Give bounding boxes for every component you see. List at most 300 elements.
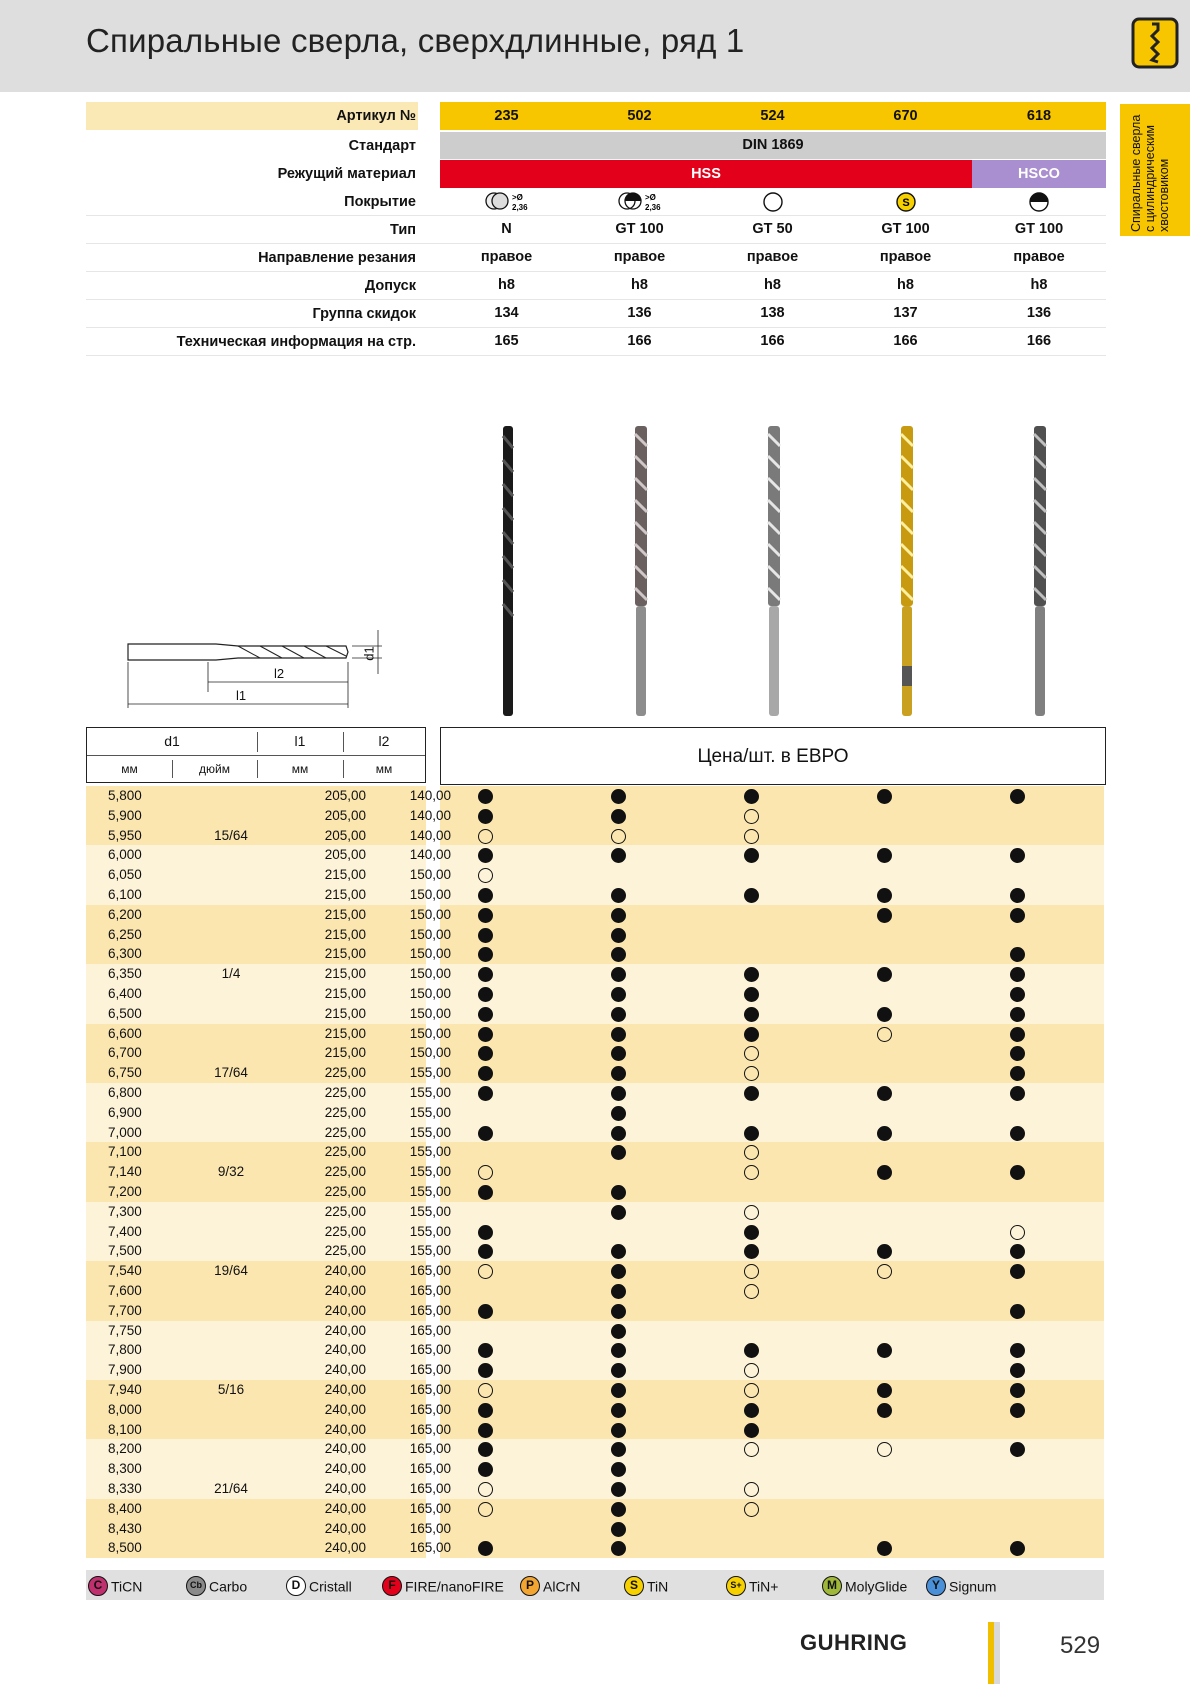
drill-dimension-diagram: [120, 620, 400, 720]
on-request-dot-icon: [1010, 1225, 1025, 1240]
available-dot-icon: [611, 1324, 626, 1339]
cell-d1-inch: 5/16: [217, 1382, 245, 1397]
legend-item: [822, 1575, 907, 1595]
type-618: GT 100: [1014, 221, 1064, 237]
table-row: [86, 1340, 1106, 1360]
available-dot-icon: [1010, 848, 1025, 863]
cell-d1-mm: 6,900: [108, 1104, 142, 1120]
cell-l1: 240,00: [324, 1421, 366, 1437]
col-l1: l1: [294, 733, 306, 749]
sub-l2-mm: мм: [375, 762, 393, 776]
tech-page-235: 165: [494, 333, 519, 349]
cell-d1-mm: 7,100: [108, 1144, 142, 1160]
on-request-dot-icon: [744, 1502, 759, 1517]
cell-l2: 150,00: [409, 887, 451, 902]
cell-l2: 165,00: [409, 1500, 451, 1516]
available-dot-icon: [611, 1423, 626, 1438]
available-dot-icon: [1010, 1383, 1025, 1398]
available-dot-icon: [1010, 1046, 1025, 1061]
legend-item: [726, 1575, 778, 1595]
cell-d1-mm: 6,050: [108, 867, 142, 883]
available-dot-icon: [611, 1007, 626, 1022]
tolerance-618: h8: [1030, 277, 1048, 293]
cell-d1-mm: 6,500: [108, 1005, 142, 1021]
row-discount: [86, 300, 1106, 328]
row-coating: [86, 188, 1106, 216]
cell-d1-mm: 7,200: [108, 1184, 142, 1199]
available-dot-icon: [611, 1185, 626, 1200]
cell-d1-mm: 7,700: [108, 1302, 142, 1318]
table-row: [86, 1222, 1106, 1242]
cell-d1-mm: 8,100: [108, 1421, 142, 1437]
on-request-dot-icon: [478, 1165, 493, 1180]
cell-l2: 165,00: [409, 1382, 451, 1397]
coating-badge-icon: Y: [926, 1576, 946, 1596]
cell-d1-inch: 19/64: [214, 1263, 248, 1279]
available-dot-icon: [1010, 1403, 1025, 1418]
available-dot-icon: [1010, 1264, 1025, 1279]
table-row: [86, 984, 1106, 1004]
cell-d1-mm: 6,200: [108, 906, 142, 922]
on-request-dot-icon: [478, 868, 493, 883]
page-title: Спиральные сверла, сверхдлинные, ряд 1: [86, 22, 745, 59]
label-direction: Направление резания: [258, 250, 416, 266]
coating-badge-icon: M: [822, 1576, 842, 1596]
available-dot-icon: [611, 1482, 626, 1497]
on-request-dot-icon: [744, 1046, 759, 1061]
tech-page-618: 166: [1026, 333, 1052, 349]
sub-inch: дюйм: [199, 762, 230, 776]
available-dot-icon: [611, 1502, 626, 1517]
available-dot-icon: [877, 1541, 892, 1556]
coating-icon-502: [617, 191, 667, 215]
cell-d1-mm: 6,800: [108, 1085, 142, 1100]
table-row: [86, 1103, 1106, 1123]
drill-image-618: [1028, 426, 1052, 716]
available-dot-icon: [744, 1086, 759, 1101]
available-dot-icon: [611, 1541, 626, 1556]
price-title: Цена/шт. в ЕВРО: [697, 746, 849, 767]
cell-l2: 155,00: [409, 1085, 451, 1100]
type-235: N: [501, 221, 512, 237]
type-524: GT 50: [752, 221, 793, 237]
svg-text:>Ø: >Ø: [645, 193, 656, 202]
cell-d1-mm: 7,540: [108, 1263, 142, 1279]
brand-logo: GUHRING: [800, 1630, 908, 1655]
article-618: 618: [1026, 108, 1052, 124]
table-row: [86, 1024, 1106, 1044]
table-row: [86, 1499, 1106, 1519]
on-request-dot-icon: [478, 1482, 493, 1497]
cell-l1: 225,00: [324, 1223, 366, 1239]
available-dot-icon: [478, 1304, 493, 1319]
available-dot-icon: [1010, 967, 1025, 982]
table-row: [86, 1123, 1106, 1143]
cell-d1-inch: 9/32: [217, 1164, 245, 1180]
available-dot-icon: [877, 908, 892, 923]
on-request-dot-icon: [478, 1264, 493, 1279]
available-dot-icon: [744, 1423, 759, 1438]
legend-label: Carbo: [209, 1578, 248, 1595]
on-request-dot-icon: [744, 1482, 759, 1497]
available-dot-icon: [877, 1086, 892, 1101]
table-row: [86, 905, 1106, 925]
discount-502: 136: [627, 305, 652, 321]
dim-label-l1: l1: [236, 688, 247, 703]
cell-l1: 215,00: [324, 946, 366, 962]
cell-d1-mm: 8,430: [108, 1520, 142, 1536]
table-row: [86, 925, 1106, 945]
cell-l2: 155,00: [409, 1124, 451, 1140]
available-dot-icon: [744, 789, 759, 804]
available-dot-icon: [478, 809, 493, 824]
table-row: [86, 1083, 1106, 1103]
available-dot-icon: [611, 1046, 626, 1061]
col-l2: l2: [378, 733, 390, 749]
cell-l1: 240,00: [324, 1481, 366, 1496]
article-235: 235: [494, 108, 519, 124]
cell-l1: 215,00: [324, 867, 366, 883]
available-dot-icon: [611, 1086, 626, 1101]
available-dot-icon: [744, 1027, 759, 1042]
cell-l1: 240,00: [324, 1283, 366, 1298]
available-dot-icon: [611, 1205, 626, 1220]
legend-item: [926, 1575, 996, 1595]
available-dot-icon: [877, 1126, 892, 1141]
tolerance-670: h8: [897, 277, 914, 293]
available-dot-icon: [478, 987, 493, 1002]
on-request-dot-icon: [744, 1363, 759, 1378]
cell-l1: 225,00: [324, 1164, 366, 1180]
on-request-dot-icon: [744, 829, 759, 844]
cell-d1-mm: 6,750: [108, 1065, 142, 1081]
article-502: 502: [627, 108, 652, 124]
cell-l2: 150,00: [409, 986, 451, 1001]
legend-item: [88, 1575, 142, 1595]
drill-image-670: [895, 426, 919, 716]
cell-l1: 205,00: [324, 807, 366, 823]
cell-d1-mm: 5,900: [108, 807, 142, 823]
legend-label: TiCN: [111, 1578, 143, 1595]
cell-d1-mm: 8,500: [108, 1540, 142, 1556]
cell-l2: 155,00: [409, 1144, 451, 1160]
available-dot-icon: [1010, 1363, 1025, 1378]
available-dot-icon: [611, 928, 626, 943]
available-dot-icon: [877, 789, 892, 804]
dimension-header: [86, 727, 426, 783]
type-502: GT 100: [615, 221, 664, 237]
cell-l1: 225,00: [324, 1065, 366, 1081]
cell-l2: 155,00: [409, 1243, 451, 1259]
cell-l2: 150,00: [409, 867, 451, 883]
available-dot-icon: [478, 1185, 493, 1200]
coating-icon-618: [1028, 191, 1050, 213]
cell-l1: 240,00: [324, 1441, 366, 1457]
direction-235: правое: [480, 249, 533, 265]
table-row: [86, 786, 1106, 806]
available-dot-icon: [478, 1027, 493, 1042]
cell-l1: 240,00: [324, 1322, 366, 1338]
side-tab-label: Спиральные сверла с цилиндрическим хвостовиком: [1129, 114, 1171, 232]
on-request-dot-icon: [877, 1264, 892, 1279]
cell-l1: 215,00: [324, 1045, 366, 1061]
row-tech-page: [86, 328, 1106, 356]
tech-page-502: 166: [627, 333, 652, 349]
label-coating: Покрытие: [344, 194, 416, 210]
col-d1: d1: [164, 733, 180, 749]
coating-badge-icon: P: [520, 1576, 540, 1596]
available-dot-icon: [744, 1343, 759, 1358]
available-dot-icon: [1010, 1343, 1025, 1358]
cell-l2: 155,00: [409, 1203, 451, 1219]
cell-l2: 165,00: [409, 1362, 451, 1378]
available-dot-icon: [478, 888, 493, 903]
table-row: [86, 826, 1106, 846]
available-dot-icon: [877, 1165, 892, 1180]
table-row: [86, 1439, 1106, 1459]
cell-l2: 140,00: [409, 847, 451, 863]
cell-d1-mm: 7,500: [108, 1243, 142, 1259]
table-row: [86, 1241, 1106, 1261]
available-dot-icon: [744, 1007, 759, 1022]
on-request-dot-icon: [744, 1066, 759, 1081]
footer-gray-bar: [994, 1622, 1000, 1684]
cell-d1-mm: 7,600: [108, 1283, 142, 1298]
available-dot-icon: [611, 1126, 626, 1141]
available-dot-icon: [1010, 1066, 1025, 1081]
table-row: [86, 944, 1106, 964]
cell-d1-mm: 6,100: [108, 887, 142, 902]
cell-l1: 225,00: [324, 1203, 366, 1219]
on-request-dot-icon: [744, 1284, 759, 1299]
svg-text:2,36: 2,36: [645, 203, 661, 212]
on-request-dot-icon: [478, 1502, 493, 1517]
cell-l2: 155,00: [409, 1184, 451, 1199]
direction-670: правое: [879, 249, 932, 265]
cell-d1-mm: 6,350: [108, 966, 142, 982]
available-dot-icon: [1010, 1304, 1025, 1319]
cell-l2: 165,00: [409, 1441, 451, 1457]
legend-label: FIRE/nanoFIRE: [405, 1578, 504, 1595]
label-discount: Группа скидок: [312, 306, 416, 322]
available-dot-icon: [478, 1126, 493, 1141]
available-dot-icon: [611, 1363, 626, 1378]
cell-l1: 240,00: [324, 1263, 366, 1279]
discount-524: 138: [760, 305, 785, 321]
standard-value: DIN 1869: [742, 137, 804, 153]
available-dot-icon: [1010, 947, 1025, 962]
cell-l1: 240,00: [324, 1342, 366, 1358]
cell-l2: 150,00: [409, 946, 451, 962]
available-dot-icon: [611, 1264, 626, 1279]
row-article: [86, 102, 1106, 130]
available-dot-icon: [611, 1522, 626, 1537]
available-dot-icon: [611, 908, 626, 923]
available-dot-icon: [744, 1244, 759, 1259]
available-dot-icon: [478, 1442, 493, 1457]
tolerance-524: h8: [764, 277, 781, 293]
cell-l1: 215,00: [324, 906, 366, 922]
article-524: 524: [760, 108, 785, 124]
on-request-dot-icon: [611, 829, 626, 844]
cell-d1-mm: 8,200: [108, 1441, 142, 1457]
cell-d1-mm: 6,700: [108, 1045, 142, 1061]
available-dot-icon: [478, 1007, 493, 1022]
available-dot-icon: [877, 848, 892, 863]
coating-icon-235: [484, 191, 534, 215]
price-header: [440, 727, 1106, 785]
sub-mm: мм: [121, 762, 138, 776]
discount-235: 134: [494, 305, 519, 321]
legend-item: [186, 1575, 247, 1595]
available-dot-icon: [1010, 1165, 1025, 1180]
table-row: [86, 964, 1106, 984]
dim-label-d1: d1: [361, 646, 377, 661]
cell-l1: 240,00: [324, 1520, 366, 1536]
table-row: [86, 1043, 1106, 1063]
material-hss: HSS: [691, 166, 721, 182]
coating-badge-icon: C: [88, 1576, 108, 1596]
cell-l2: 165,00: [409, 1342, 451, 1358]
table-row: [86, 1459, 1106, 1479]
cell-d1-mm: 8,300: [108, 1461, 142, 1477]
available-dot-icon: [478, 928, 493, 943]
available-dot-icon: [611, 1403, 626, 1418]
legend-item: [382, 1575, 504, 1595]
cell-l2: 165,00: [409, 1322, 451, 1338]
available-dot-icon: [478, 1462, 493, 1477]
cell-l1: 205,00: [324, 788, 366, 803]
cell-l2: 140,00: [409, 827, 451, 843]
available-dot-icon: [744, 848, 759, 863]
cell-l1: 225,00: [324, 1144, 366, 1160]
cell-l1: 215,00: [324, 1005, 366, 1021]
table-row: [86, 1063, 1106, 1083]
available-dot-icon: [611, 848, 626, 863]
cell-d1-mm: 6,250: [108, 926, 142, 942]
table-row: [86, 1380, 1106, 1400]
cell-l2: 165,00: [409, 1461, 451, 1477]
cell-d1-mm: 7,940: [108, 1382, 142, 1397]
available-dot-icon: [611, 1462, 626, 1477]
on-request-dot-icon: [744, 809, 759, 824]
cell-l2: 140,00: [409, 788, 451, 803]
type-670: GT 100: [881, 221, 930, 237]
on-request-dot-icon: [478, 829, 493, 844]
available-dot-icon: [478, 908, 493, 923]
available-dot-icon: [611, 967, 626, 982]
cell-l1: 225,00: [324, 1124, 366, 1140]
available-dot-icon: [611, 947, 626, 962]
cell-l1: 215,00: [324, 887, 366, 902]
coating-badge-icon: Cb: [186, 1576, 206, 1596]
label-tech-page: Техническая информация на стр.: [176, 334, 416, 350]
cell-d1-mm: 7,800: [108, 1342, 142, 1358]
table-row: [86, 1479, 1106, 1499]
table-row: [86, 1538, 1106, 1558]
coating-badge-icon: D: [286, 1576, 306, 1596]
available-dot-icon: [744, 1225, 759, 1240]
cell-l2: 155,00: [409, 1065, 451, 1081]
drill-image-502: [629, 426, 653, 716]
available-dot-icon: [611, 1343, 626, 1358]
available-dot-icon: [478, 1046, 493, 1061]
available-dot-icon: [611, 987, 626, 1002]
available-dot-icon: [611, 1284, 626, 1299]
coating-icon-524: [762, 191, 784, 213]
cell-l2: 165,00: [409, 1421, 451, 1437]
discount-670: 137: [893, 305, 918, 321]
table-row: [86, 1142, 1106, 1162]
available-dot-icon: [611, 1145, 626, 1160]
cell-l1: 240,00: [324, 1500, 366, 1516]
available-dot-icon: [1010, 1126, 1025, 1141]
cell-l1: 205,00: [324, 847, 366, 863]
table-row: [86, 1202, 1106, 1222]
cell-d1-inch: 15/64: [214, 827, 248, 843]
available-dot-icon: [877, 1383, 892, 1398]
cell-l2: 165,00: [409, 1283, 451, 1298]
available-dot-icon: [478, 1086, 493, 1101]
on-request-dot-icon: [744, 1145, 759, 1160]
table-row: [86, 845, 1106, 865]
table-row: [86, 1301, 1106, 1321]
available-dot-icon: [611, 1106, 626, 1121]
available-dot-icon: [478, 1066, 493, 1081]
sub-l1-mm: мм: [291, 762, 309, 776]
cell-l1: 240,00: [324, 1461, 366, 1477]
cell-l2: 140,00: [409, 807, 451, 823]
available-dot-icon: [478, 947, 493, 962]
coating-badge-icon: S: [624, 1576, 644, 1596]
coating-legend: [86, 1570, 1104, 1600]
available-dot-icon: [1010, 1086, 1025, 1101]
table-row: [86, 1321, 1106, 1341]
on-request-dot-icon: [744, 1383, 759, 1398]
table-row: [86, 1182, 1106, 1202]
available-dot-icon: [478, 1423, 493, 1438]
available-dot-icon: [1010, 1244, 1025, 1259]
cell-l1: 215,00: [324, 986, 366, 1001]
cell-l1: 215,00: [324, 966, 366, 982]
cell-d1-mm: 6,600: [108, 1025, 142, 1041]
material-hsco: HSCO: [1018, 166, 1060, 182]
cell-d1-mm: 8,400: [108, 1500, 142, 1516]
label-article: Артикул №: [336, 108, 416, 124]
dim-label-l2: l2: [274, 666, 285, 681]
cell-l2: 165,00: [409, 1263, 451, 1279]
on-request-dot-icon: [877, 1442, 892, 1457]
available-dot-icon: [611, 1442, 626, 1457]
direction-502: правое: [613, 249, 666, 265]
legend-item: [286, 1575, 352, 1595]
row-direction: [86, 244, 1106, 272]
on-request-dot-icon: [478, 1383, 493, 1398]
table-row: [86, 1004, 1106, 1024]
available-dot-icon: [877, 1244, 892, 1259]
cell-l1: 240,00: [324, 1401, 366, 1417]
cell-l2: 150,00: [409, 966, 451, 982]
available-dot-icon: [611, 789, 626, 804]
row-standard: [86, 132, 1106, 160]
cell-d1-inch: 1/4: [221, 966, 241, 982]
available-dot-icon: [744, 888, 759, 903]
on-request-dot-icon: [744, 1205, 759, 1220]
available-dot-icon: [611, 1066, 626, 1081]
legend-label: Cristall: [309, 1578, 352, 1595]
available-dot-icon: [1010, 908, 1025, 923]
legend-label: AlCrN: [543, 1578, 581, 1595]
